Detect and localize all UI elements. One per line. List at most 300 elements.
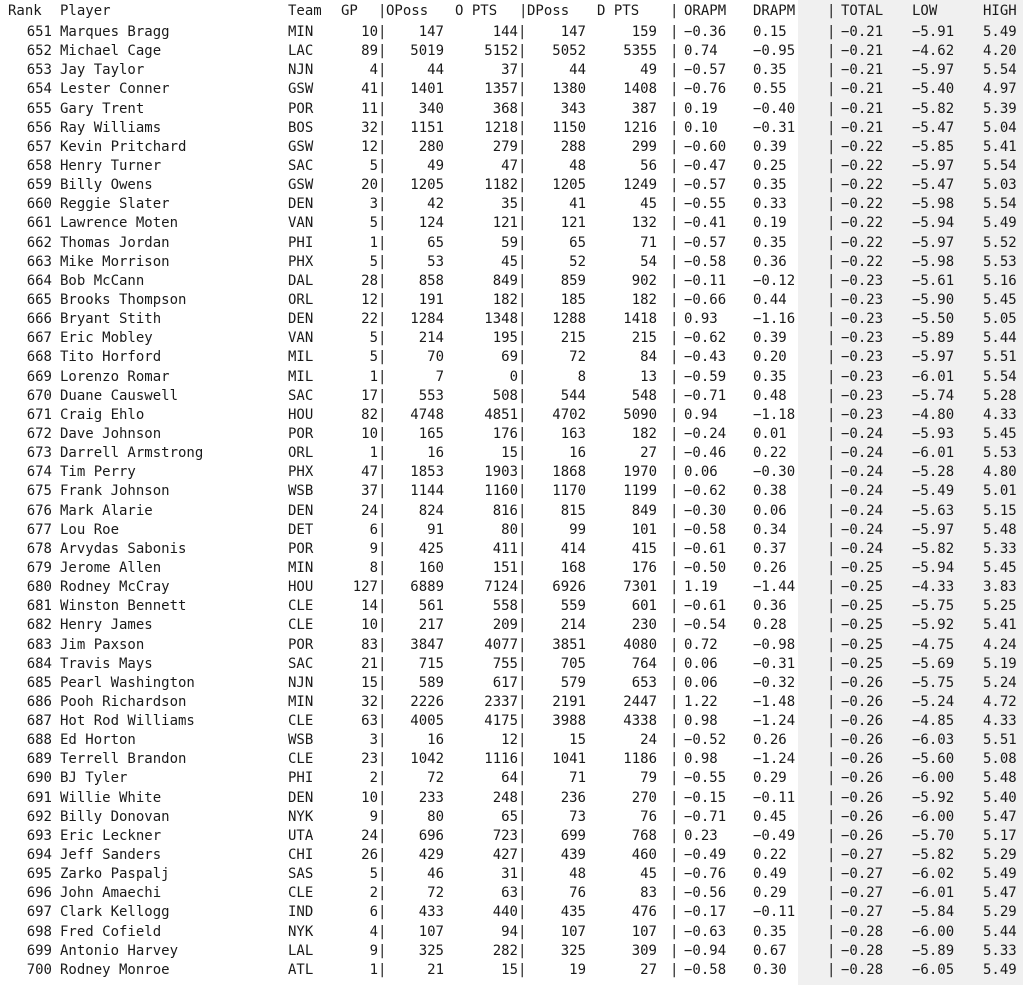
cell-low: −5.98 [912,253,955,270]
cell-oposs: 6889 [410,579,444,596]
cell-orapm: −0.57 [684,62,727,79]
cell-rank: 691 [26,789,52,806]
cell-high: 4.97 [983,81,1017,98]
cell-rank: 690 [26,770,52,787]
column-separator: | [827,81,836,98]
cell-dpts: 27 [640,445,657,462]
cell-dpts: 1199 [623,483,657,500]
cell-oposs: 858 [418,272,444,289]
cell-oposs: 4005 [410,713,444,730]
cell-opts: 195 [492,330,518,347]
cell-total: −0.22 [841,138,884,155]
cell-oposs: 53 [427,253,444,270]
cell-low: −6.01 [912,445,955,462]
column-separator: | [518,215,527,232]
cell-opts: 1218 [484,119,518,136]
cell-team: MIN [288,693,314,710]
cell-dposs: 65 [569,234,586,251]
cell-dposs: 3988 [552,713,586,730]
cell-orapm: 0.93 [684,311,718,328]
cell-total: −0.23 [841,406,884,423]
cell-high: 5.15 [983,502,1017,519]
cell-high: 5.29 [983,847,1017,864]
cell-rank: 672 [26,425,52,442]
cell-oposs: 1144 [410,483,444,500]
cell-opts: 4077 [484,636,518,653]
cell-low: −5.98 [912,196,955,213]
cell-dpts: 83 [640,885,657,902]
cell-opts: 1116 [484,751,518,768]
cell-drapm: 0.67 [753,942,787,959]
cell-dposs: 215 [560,330,586,347]
column-separator: | [518,62,527,79]
column-separator: | [518,445,527,462]
cell-dpts: 309 [631,942,657,959]
table-row [0,291,1023,310]
column-separator: | [518,177,527,194]
cell-rank: 676 [26,502,52,519]
column-separator: | [518,157,527,174]
column-separator: | [670,445,679,462]
column-separator: | [378,521,387,538]
cell-dpts: 270 [631,789,657,806]
cell-opts: 368 [492,100,518,117]
cell-high: 5.44 [983,330,1017,347]
column-separator: | [518,847,527,864]
column-separator: | [518,24,527,40]
column-separator: | [827,559,836,576]
cell-drapm: 0.48 [753,387,787,404]
column-separator: | [827,904,836,921]
column-separator: | [378,157,387,174]
cell-low: −5.97 [912,234,955,251]
cell-low: −6.00 [912,808,955,825]
column-separator: | [378,674,387,691]
cell-dpts: 1249 [623,177,657,194]
cell-player: Jim Paxson [60,636,145,653]
table-row [0,789,1023,808]
cell-gp: 5 [369,866,378,883]
cell-orapm: −0.52 [684,732,727,749]
cell-low: −5.89 [912,942,955,959]
cell-high: 3.83 [983,579,1017,596]
table-row [0,961,1023,980]
table-row [0,157,1023,176]
table-row [0,942,1023,961]
header-separator: | [519,3,528,19]
cell-low: −5.75 [912,598,955,615]
cell-total: −0.22 [841,157,884,174]
table-row [0,119,1023,138]
cell-orapm: −0.71 [684,387,727,404]
cell-dpts: 49 [640,62,657,79]
cell-total: −0.21 [841,81,884,98]
column-separator: | [378,540,387,557]
column-separator: | [378,311,387,328]
column-separator: | [518,483,527,500]
cell-team: CLE [288,713,314,730]
column-separator: | [827,215,836,232]
cell-drapm: −1.24 [753,751,796,768]
column-separator: | [378,81,387,98]
cell-high: 5.51 [983,732,1017,749]
cell-drapm: 0.44 [753,291,787,308]
column-separator: | [827,464,836,481]
cell-total: −0.21 [841,119,884,136]
column-separator: | [670,100,679,117]
table-row [0,138,1023,157]
cell-high: 5.04 [983,119,1017,136]
cell-dpts: 71 [640,234,657,251]
cell-player: Michael Cage [60,43,162,60]
cell-dposs: 163 [560,425,586,442]
column-separator: | [378,272,387,289]
cell-orapm: 1.22 [684,693,718,710]
cell-high: 5.48 [983,770,1017,787]
cell-drapm: 0.20 [753,349,787,366]
cell-oposs: 7 [435,368,444,385]
cell-low: −6.05 [912,961,955,978]
cell-high: 5.01 [983,483,1017,500]
cell-dpts: 45 [640,866,657,883]
column-separator: | [378,119,387,136]
column-separator: | [670,234,679,251]
column-separator: | [670,196,679,213]
cell-opts: 144 [492,24,518,40]
cell-gp: 1 [369,961,378,978]
cell-player: Marques Bragg [60,24,170,40]
cell-high: 5.19 [983,655,1017,672]
column-separator: | [827,349,836,366]
column-separator: | [518,425,527,442]
cell-orapm: −0.62 [684,330,727,347]
cell-low: −5.47 [912,177,955,194]
cell-total: −0.24 [841,464,884,481]
cell-oposs: 44 [427,62,444,79]
cell-total: −0.21 [841,43,884,60]
cell-team: BOS [288,119,314,136]
cell-team: GSW [288,177,314,194]
cell-dpts: 230 [631,617,657,634]
cell-gp: 32 [361,693,378,710]
cell-gp: 2 [369,770,378,787]
column-separator: | [378,406,387,423]
cell-opts: 65 [501,808,518,825]
cell-total: −0.22 [841,215,884,232]
cell-dposs: 559 [560,598,586,615]
cell-high: 5.54 [983,368,1017,385]
cell-orapm: −0.60 [684,138,727,155]
cell-gp: 47 [361,464,378,481]
cell-orapm: −0.59 [684,368,727,385]
column-separator: | [670,291,679,308]
cell-drapm: 0.36 [753,253,787,270]
cell-low: −5.94 [912,559,955,576]
cell-dposs: 1380 [552,81,586,98]
cell-dposs: 2191 [552,693,586,710]
column-separator: | [670,540,679,557]
cell-team: DAL [288,272,314,289]
cell-drapm: −0.40 [753,100,796,117]
cell-team: DEN [288,789,314,806]
cell-total: −0.28 [841,942,884,959]
cell-team: MIL [288,368,314,385]
cell-team: NYK [288,923,314,940]
cell-oposs: 160 [418,559,444,576]
cell-player: Reggie Slater [60,196,170,213]
cell-low: −5.82 [912,100,955,117]
cell-player: Fred Cofield [60,923,162,940]
column-separator: | [670,138,679,155]
cell-gp: 5 [369,349,378,366]
cell-team: PHI [288,770,314,787]
cell-team: CLE [288,885,314,902]
cell-opts: 248 [492,789,518,806]
cell-opts: 15 [501,445,518,462]
cell-orapm: −0.66 [684,291,727,308]
cell-drapm: −1.16 [753,311,796,328]
cell-total: −0.23 [841,272,884,289]
table-body [0,23,1023,980]
column-separator: | [378,866,387,883]
cell-player: Jerome Allen [60,559,162,576]
cell-dpts: 176 [631,559,657,576]
cell-opts: 1160 [484,483,518,500]
cell-low: −5.63 [912,502,955,519]
column-separator: | [827,866,836,883]
cell-opts: 182 [492,291,518,308]
cell-opts: 209 [492,617,518,634]
table-row [0,406,1023,425]
cell-high: 5.08 [983,751,1017,768]
table-row [0,100,1023,119]
cell-orapm: 0.23 [684,827,718,844]
cell-drapm: 0.26 [753,732,787,749]
cell-gp: 1 [369,234,378,251]
cell-orapm: −0.50 [684,559,727,576]
column-separator: | [378,177,387,194]
cell-high: 5.51 [983,349,1017,366]
column-separator: | [378,636,387,653]
cell-rank: 661 [26,215,52,232]
column-separator: | [670,942,679,959]
cell-oposs: 561 [418,598,444,615]
cell-drapm: −0.32 [753,674,796,691]
table-row [0,540,1023,559]
column-separator: | [827,330,836,347]
column-separator: | [518,885,527,902]
cell-orapm: 0.72 [684,636,718,653]
cell-oposs: 589 [418,674,444,691]
column-separator: | [827,387,836,404]
cell-opts: 5152 [484,43,518,60]
column-separator: | [670,617,679,634]
cell-drapm: 0.39 [753,138,787,155]
cell-drapm: 0.38 [753,483,787,500]
cell-low: −6.01 [912,885,955,902]
column-separator: | [670,789,679,806]
cell-rank: 694 [26,847,52,864]
cell-drapm: 0.35 [753,368,787,385]
column-separator: | [827,770,836,787]
column-separator: | [518,464,527,481]
cell-orapm: 0.74 [684,43,718,60]
cell-low: −5.82 [912,540,955,557]
column-separator: | [518,502,527,519]
cell-drapm: 0.01 [753,425,787,442]
cell-opts: 63 [501,885,518,902]
column-separator: | [670,464,679,481]
cell-dposs: 544 [560,387,586,404]
column-separator: | [827,368,836,385]
column-separator: | [518,942,527,959]
cell-opts: 47 [501,157,518,174]
cell-orapm: −0.55 [684,770,727,787]
cell-gp: 1 [369,368,378,385]
cell-low: −5.47 [912,119,955,136]
column-separator: | [518,368,527,385]
cell-player: Darrell Armstrong [60,445,204,462]
table-row [0,425,1023,444]
cell-high: 5.29 [983,904,1017,921]
cell-gp: 82 [361,406,378,423]
cell-oposs: 2226 [410,693,444,710]
cell-rank: 684 [26,655,52,672]
cell-high: 5.45 [983,291,1017,308]
cell-gp: 8 [369,559,378,576]
column-separator: | [827,961,836,978]
cell-player: Craig Ehlo [60,406,145,423]
cell-rank: 679 [26,559,52,576]
header-total: TOTAL [841,3,884,19]
column-separator: | [670,732,679,749]
cell-team: MIN [288,559,314,576]
table-row [0,23,1023,42]
cell-team: ORL [288,445,314,462]
cell-oposs: 5019 [410,43,444,60]
table-row [0,61,1023,80]
header-separator: | [827,3,836,19]
column-separator: | [670,636,679,653]
cell-oposs: 49 [427,157,444,174]
cell-team: HOU [288,406,314,423]
header-high: HIGH [983,3,1017,19]
cell-rank: 668 [26,349,52,366]
cell-high: 4.33 [983,406,1017,423]
cell-oposs: 429 [418,847,444,864]
column-separator: | [518,291,527,308]
cell-low: −5.92 [912,617,955,634]
cell-low: −4.85 [912,713,955,730]
column-separator: | [670,521,679,538]
cell-team: DEN [288,196,314,213]
cell-drapm: 0.35 [753,923,787,940]
cell-gp: 6 [369,904,378,921]
cell-low: −4.75 [912,636,955,653]
cell-rank: 663 [26,253,52,270]
cell-high: 4.24 [983,636,1017,653]
cell-low: −6.00 [912,770,955,787]
cell-rank: 688 [26,732,52,749]
cell-team: POR [288,100,314,117]
cell-oposs: 147 [418,24,444,40]
cell-oposs: 214 [418,330,444,347]
table-row [0,234,1023,253]
cell-opts: 80 [501,521,518,538]
column-separator: | [827,655,836,672]
cell-gp: 5 [369,330,378,347]
column-separator: | [670,770,679,787]
cell-player: BJ Tyler [60,770,128,787]
cell-orapm: −0.58 [684,253,727,270]
cell-player: Henry Turner [60,157,162,174]
cell-rank: 659 [26,177,52,194]
cell-opts: 94 [501,923,518,940]
cell-dpts: 1216 [623,119,657,136]
cell-drapm: 0.22 [753,847,787,864]
cell-rank: 675 [26,483,52,500]
table-row [0,310,1023,329]
cell-dpts: 415 [631,540,657,557]
cell-orapm: −0.57 [684,234,727,251]
column-separator: | [827,885,836,902]
cell-drapm: 0.36 [753,598,787,615]
header-dpts: D PTS [597,3,640,19]
cell-dpts: 4080 [623,636,657,653]
cell-team: POR [288,540,314,557]
column-separator: | [518,904,527,921]
cell-rank: 685 [26,674,52,691]
column-separator: | [827,617,836,634]
column-separator: | [378,464,387,481]
cell-player: Terrell Brandon [60,751,187,768]
column-separator: | [518,751,527,768]
column-separator: | [378,445,387,462]
cell-total: −0.24 [841,502,884,519]
cell-oposs: 16 [427,732,444,749]
cell-dpts: 79 [640,770,657,787]
column-separator: | [378,138,387,155]
column-separator: | [518,789,527,806]
cell-oposs: 1284 [410,311,444,328]
column-separator: | [378,24,387,40]
cell-team: LAC [288,43,314,60]
cell-dposs: 168 [560,559,586,576]
column-separator: | [378,425,387,442]
cell-drapm: −0.11 [753,789,796,806]
cell-team: DEN [288,502,314,519]
cell-drapm: 0.55 [753,81,787,98]
cell-low: −5.97 [912,157,955,174]
column-separator: | [670,215,679,232]
table-row [0,923,1023,942]
cell-total: −0.24 [841,540,884,557]
cell-orapm: 0.06 [684,464,718,481]
column-separator: | [827,406,836,423]
column-separator: | [670,119,679,136]
cell-oposs: 1401 [410,81,444,98]
cell-oposs: 42 [427,196,444,213]
column-separator: | [827,425,836,442]
cell-total: −0.27 [841,847,884,864]
cell-high: 5.49 [983,961,1017,978]
column-separator: | [378,196,387,213]
cell-rank: 664 [26,272,52,289]
cell-dpts: 182 [631,425,657,442]
cell-team: POR [288,636,314,653]
cell-drapm: 0.25 [753,157,787,174]
table-row [0,827,1023,846]
